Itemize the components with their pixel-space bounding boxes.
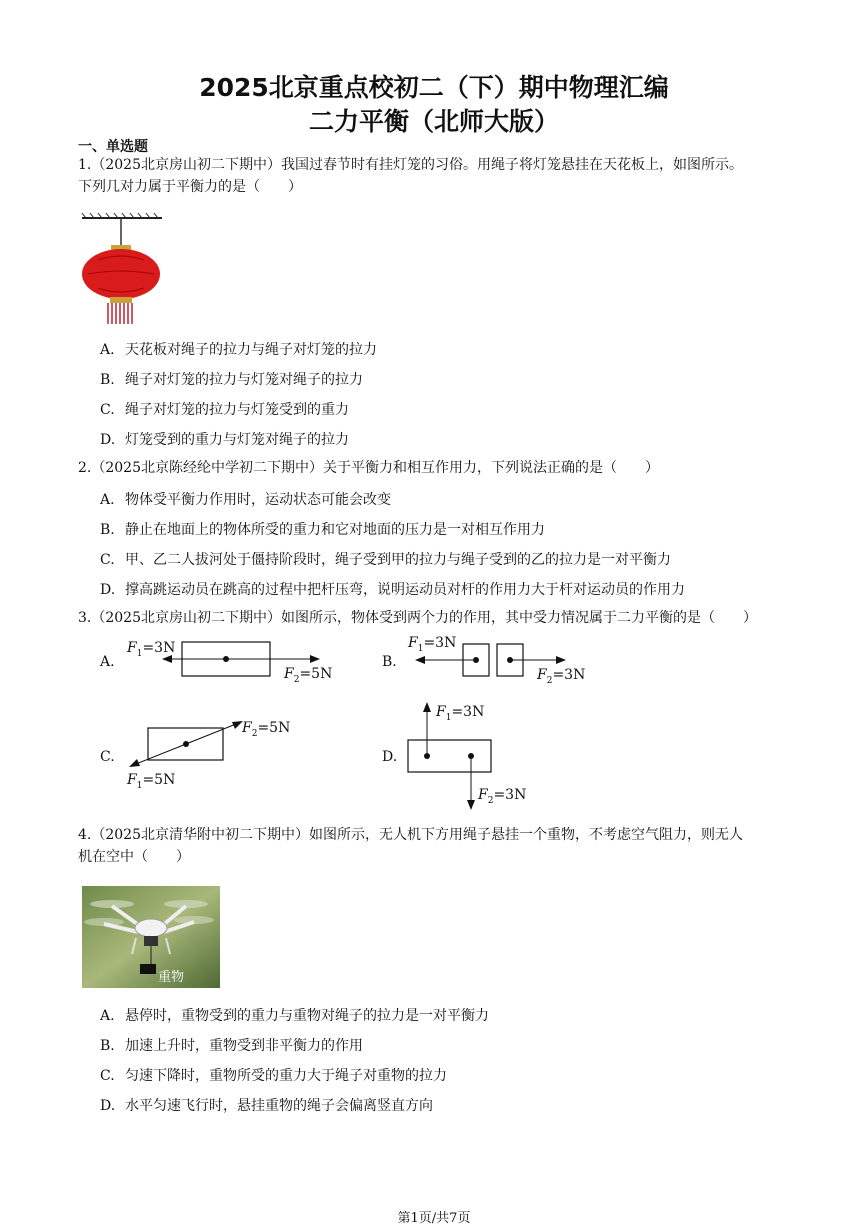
lantern-image: [78, 212, 168, 327]
force-subscript: 1: [445, 712, 452, 723]
force-subscript: 1: [417, 643, 424, 654]
force-subscript: 2: [293, 674, 300, 685]
q1-option-a: [100, 339, 377, 359]
weight-label: 重物: [158, 970, 185, 985]
option-text: 绳子对灯笼的拉力与灯笼对绳子的拉力: [125, 372, 363, 388]
option-text: 静止在地面上的物体所受的重力和它对地面的压力是一对相互作用力: [125, 522, 545, 538]
doc-title-line1: 2025北京重点校初二（下）期中物理汇编: [199, 73, 669, 102]
option-text: 甲、乙二人拔河处于僵持阶段时，绳子受到甲的拉力与绳子受到的乙的拉力是一对平衡力: [125, 552, 671, 568]
q4-option-c: [100, 1065, 447, 1085]
page-footer: 第1页/共7页: [397, 1211, 471, 1226]
diagram-c-label: C.: [100, 749, 115, 765]
question-2-stem: [78, 457, 798, 479]
force-subscript: 1: [136, 780, 143, 791]
question-number: 3.: [78, 610, 92, 626]
diagram-b-label: B.: [382, 654, 397, 670]
force-value: =3N: [552, 667, 586, 683]
force-subscript: 1: [136, 648, 143, 659]
force-value: =3N: [493, 787, 527, 803]
force-value: =3N: [142, 640, 176, 656]
diagram-d-label: D.: [382, 749, 398, 765]
q4-option-d: [100, 1095, 433, 1115]
option-text: 绳子对灯笼的拉力与灯笼受到的重力: [125, 402, 349, 418]
option-label: C.: [100, 1068, 115, 1084]
diagram-a-f2: [284, 666, 332, 685]
option-label: D.: [100, 1098, 116, 1114]
option-label: A.: [100, 1008, 115, 1024]
force-value: =3N: [451, 704, 485, 720]
option-text: 匀速下降时，重物所受的重力大于绳子对重物的拉力: [125, 1068, 447, 1084]
force-symbol: F: [408, 635, 418, 651]
diagram-b-f1: [408, 635, 456, 654]
question-number: 2.: [78, 460, 92, 476]
diagram-a-label: A.: [100, 654, 115, 670]
force-symbol: F: [537, 667, 547, 683]
force-symbol: F: [284, 666, 294, 682]
doc-title-line2: 二力平衡（北师大版）: [308, 107, 559, 136]
diagram-d-f1: [436, 704, 484, 723]
option-label: D.: [100, 432, 116, 448]
q1-option-b: [100, 369, 363, 389]
diagram-a-f1: [127, 640, 175, 659]
drone-image: [82, 886, 220, 988]
force-symbol: F: [478, 787, 488, 803]
force-value: =3N: [423, 635, 457, 651]
question-4-stem: [78, 824, 798, 868]
option-label: B.: [100, 372, 115, 388]
option-label: B.: [100, 522, 115, 538]
force-subscript: 2: [251, 728, 258, 739]
question-text: 机在空中（ ）: [78, 849, 190, 865]
q2-option-c: [100, 549, 671, 569]
option-text: 天花板对绳子的拉力与绳子对灯笼的拉力: [125, 342, 377, 358]
option-label: D.: [100, 582, 116, 598]
option-text: 悬停时，重物受到的重力与重物对绳子的拉力是一对平衡力: [125, 1008, 489, 1024]
question-1-stem: [78, 154, 798, 198]
question-number: 4.: [78, 827, 92, 843]
option-text: 水平匀速飞行时，悬挂重物的绳子会偏离竖直方向: [125, 1098, 433, 1114]
force-symbol: F: [127, 772, 137, 788]
diagram-c-f2: [242, 720, 290, 739]
option-text: 加速上升时，重物受到非平衡力的作用: [125, 1038, 363, 1054]
q1-option-c: [100, 399, 349, 419]
question-text: （2025北京清华附中初二下期中）如图所示，无人机下方用绳子悬挂一个重物，不考虑空气阻力，则无人: [91, 827, 743, 843]
q4-option-a: [100, 1005, 489, 1025]
question-text: （2025北京房山初二下期中）我国过春节时有挂灯笼的习俗。用绳子将灯笼悬挂在天花板上，如图所示。: [91, 157, 743, 173]
force-subscript: 2: [546, 675, 553, 686]
option-label: A.: [100, 342, 115, 358]
question-text: 下列几对力属于平衡力的是（ ）: [78, 179, 302, 195]
diagram-d-f2: [478, 787, 526, 806]
force-subscript: 2: [487, 795, 494, 806]
question-text: （2025北京房山初二下期中）如图所示，物体受到两个力的作用，其中受力情况属于二力平衡的是（ ）: [91, 610, 757, 626]
force-value: =5N: [142, 772, 176, 788]
q1-option-d: [100, 429, 349, 449]
q4-option-b: [100, 1035, 363, 1055]
option-label: A.: [100, 492, 115, 508]
option-text: 撑高跳运动员在跳高的过程中把杆压弯，说明运动员对杆的作用力大于杆对运动员的作用力: [125, 582, 685, 598]
q2-option-d: [100, 579, 685, 599]
diagram-c-f1: [127, 772, 175, 791]
option-label: C.: [100, 402, 115, 418]
q2-option-b: [100, 519, 545, 539]
question-number: 1.: [78, 157, 92, 173]
diagram-b-f2: [537, 667, 585, 686]
option-label: C.: [100, 552, 115, 568]
option-text: 灯笼受到的重力与灯笼对绳子的拉力: [125, 432, 349, 448]
section-heading: 一、单选题: [78, 139, 148, 155]
option-label: B.: [100, 1038, 115, 1054]
force-symbol: F: [436, 704, 446, 720]
force-value: =5N: [299, 666, 333, 682]
force-value: =5N: [257, 720, 291, 736]
q2-option-a: [100, 489, 391, 509]
question-text: （2025北京陈经纶中学初二下期中）关于平衡力和相互作用力，下列说法正确的是（ ）: [91, 460, 659, 476]
force-symbol: F: [127, 640, 137, 656]
force-symbol: F: [242, 720, 252, 736]
question-3-stem: [78, 607, 798, 629]
option-text: 物体受平衡力作用时，运动状态可能会改变: [125, 492, 391, 508]
